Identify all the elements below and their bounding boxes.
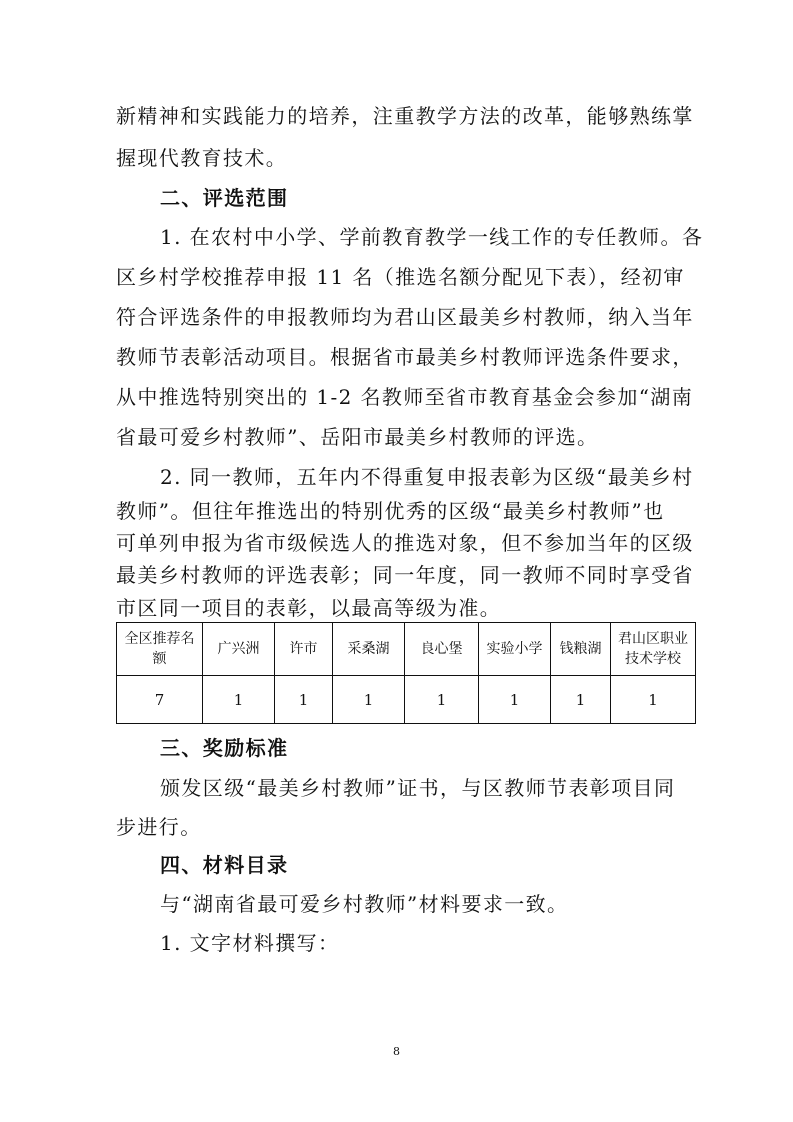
paragraph-line: 2. 同一教师，五年内不得重复申报表彰为区级“最美乡村 <box>160 465 694 489</box>
section-heading: 四、材料目录 <box>160 853 289 877</box>
table-cell: 1 <box>275 676 333 724</box>
paragraph-line: 握现代教育技术。 <box>116 146 288 170</box>
paragraph-line: 最美乡村教师的评选表彰；同一年度，同一教师不同时享受省 <box>116 563 694 587</box>
paragraph-line: 1. 在农村中小学、学前教育教学一线工作的专任教师。各 <box>160 225 704 249</box>
table-header-cell: 全区推荐名额 <box>117 623 203 676</box>
table-cell: 1 <box>405 676 479 724</box>
section-heading: 三、奖励标准 <box>160 736 289 760</box>
paragraph-line: 1. 文字材料撰写： <box>160 931 340 955</box>
table-header-cell: 良心堡 <box>405 623 479 676</box>
table-header-cell: 采桑湖 <box>333 623 405 676</box>
paragraph-line: 省最可爱乡村教师”、岳阳市最美乡村教师的评选。 <box>116 425 599 449</box>
paragraph-line: 区乡村学校推荐申报 11 名（推选名额分配见下表），经初审 <box>116 265 685 289</box>
paragraph-line: 颁发区级“最美乡村教师”证书，与区教师节表彰项目同 <box>160 776 676 800</box>
table-header-cell: 实验小学 <box>479 623 551 676</box>
paragraph-line: 步进行。 <box>116 815 202 839</box>
table-cell: 1 <box>333 676 405 724</box>
paragraph-line: 市区同一项目的表彰，以最高等级为准。 <box>116 596 502 620</box>
table-header-cell: 钱粮湖 <box>551 623 611 676</box>
table-row <box>117 676 696 724</box>
allocation-table <box>116 622 696 724</box>
paragraph-line: 教师”。但往年推选出的特别优秀的区级“最美乡村教师”也 <box>116 499 665 523</box>
paragraph-line: 新精神和实践能力的培养，注重教学方法的改革，能够熟练掌 <box>116 104 694 128</box>
table-header-row <box>117 623 696 676</box>
paragraph-line: 从中推选特别突出的 1-2 名教师至省市教育基金会参加“湖南 <box>116 385 694 409</box>
table-cell: 1 <box>611 676 696 724</box>
paragraph-line: 可单列申报为省市级候选人的推选对象，但不参加当年的区级 <box>116 531 694 555</box>
table-header-cell: 许市 <box>275 623 333 676</box>
paragraph-line: 符合评选条件的申报教师均为君山区最美乡村教师，纳入当年 <box>116 305 694 329</box>
table-cell: 1 <box>551 676 611 724</box>
paragraph-line: 与“湖南省最可爱乡村教师”材料要求一致。 <box>160 892 569 916</box>
table-cell: 1 <box>203 676 275 724</box>
table-cell: 7 <box>117 676 203 724</box>
table-header-cell: 君山区职业技术学校 <box>611 623 696 676</box>
section-heading: 二、评选范围 <box>160 186 289 210</box>
page-number: 8 <box>393 1045 400 1058</box>
table-header-cell: 广兴洲 <box>203 623 275 676</box>
paragraph-line: 教师节表彰活动项目。根据省市最美乡村教师评选条件要求， <box>116 345 694 369</box>
table-cell: 1 <box>479 676 551 724</box>
